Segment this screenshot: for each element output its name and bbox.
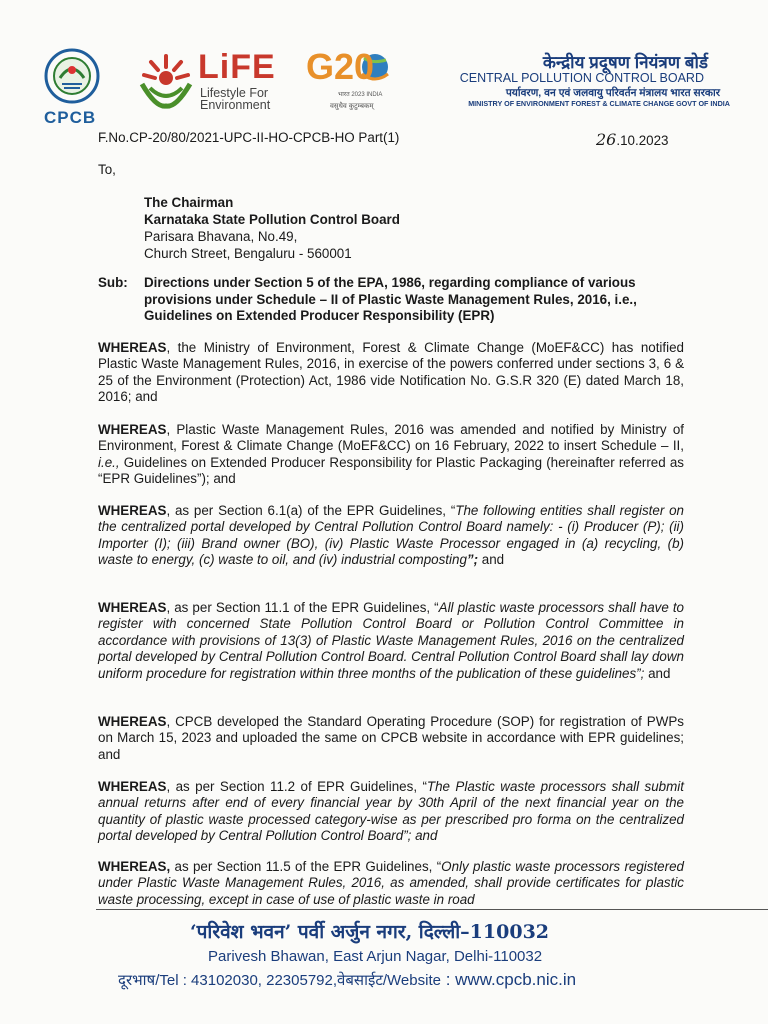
letter-date (596, 130, 668, 149)
g20-wordmark: G20 (306, 46, 375, 87)
subject-text: Directions under Section 5 of the EPA, 1986, regarding compliance of various provisions under Schedule – II of Plastic Waste Management Rules, 2016, i.e., Guidelines on Extended Producer Responsibility (EPR) (144, 275, 637, 323)
whereas-keyword: WHEREAS (98, 422, 167, 437)
life-subtitle-line1: Lifestyle For (200, 86, 269, 100)
whereas-keyword: WHEREAS (98, 503, 167, 518)
whereas-keyword: WHEREAS (98, 714, 167, 729)
addressee-line3: Parisara Bhavana, No.49, (144, 229, 298, 244)
life-subtitle-line2: Environment (200, 98, 271, 112)
addressee-line4: Church Street, Bengaluru - 560001 (144, 246, 352, 261)
footer-address-english: Parivesh Bhawan, East Arjun Nagar, Delhi-110032 (208, 948, 543, 965)
paragraph-1: WHEREAS, the Ministry of Environment, Forest & Climate Change (MoEF&CC) has notified Plastic Waste Management Rules, 2016, in exercise of the powers conferred under sections 3, 6 & 25 of the Environment (Protection) Act, 1986 vide Notification No. G.S.R 320 (E) dated March 18, 2016; and (98, 340, 684, 405)
paragraph-4: WHEREAS, as per Section 11.1 of the EPR Guidelines, “All plastic waste processors shall have to register with concerned State Pollution Control Board or Pollution Control Committee in accordance with provisions of 13(3) of Plastic Waste Management Rules, 2016 on the centralized portal developed by Central Pollution Control Board. Central Pollution Control Board shall lay down uniform procedure for registration within three months of the publication of these guidelines”; and (98, 600, 685, 681)
ministry-english: MINISTRY OF ENVIRONMENT FOREST & CLIMATE CHANGE GOVT OF INDIA (468, 99, 730, 108)
paragraph-2: WHEREAS, Plastic Waste Management Rules, 2016 was amended and notified by Ministry of Environment, Forest & Climate Change (MoEF&CC) on 16 February, 2022 to insert Schedule – II, i.e., Guidelines on Extended Producer Responsibility for Plastic Packaging (hereinafter referred as “EPR Guidelines”); and (98, 422, 684, 487)
paragraph-6: WHEREAS, as per Section 11.2 of EPR Guidelines, “The Plastic waste processors shall submit annual returns after end of every financial year by 30th April of the next financial year on the quantity of plastic waste processed category-wise as per prescribed pro forma on the centralized portal developed by Central Pollution Control Board”; and (98, 779, 684, 844)
paragraph-5: WHEREAS, CPCB developed the Standard Operating Procedure (SOP) for registration of PWPs on March 15, 2023 and uploaded the same on CPCB website in accordance with EPR guidelines; and (98, 714, 684, 762)
whereas-keyword: WHEREAS, (98, 859, 171, 874)
date-day-handwritten: 26 (596, 130, 617, 149)
g20-motto: वसुधैव कुटुम्बकम् (330, 103, 374, 110)
g20-subtext: भारत 2023 INDIA (338, 92, 383, 98)
footer-address-hindi: ‘परिवेश भवन’ पर्वी अर्जुन नगर, दिल्ली–110032 (190, 921, 550, 943)
subject-label: Sub: (98, 275, 128, 290)
cpcb-acronym: CPCB (44, 108, 97, 127)
footer-contact (118, 970, 576, 990)
file-number: F.No.CP-20/80/2021-UPC-II-HO-CPCB-HO Part(1) (98, 130, 400, 145)
whereas-keyword: WHEREAS (98, 779, 167, 794)
whereas-keyword: WHEREAS (98, 600, 167, 615)
salutation-to: To, (98, 162, 116, 177)
paragraph-3: WHEREAS, as per Section 6.1(a) of the EPR Guidelines, “The following entities shall register on the centralized portal developed by Central Pollution Control Board namely: - (i) Producer (P); (ii) Importer (I); (iii) Brand owner (BO), (iv) Plastic Waste Processor engaged in (a) recycling, (b) waste to energy, (c) waste to oil, and (iv) industrial composting”; and (98, 503, 684, 568)
org-name-hindi: केन्द्रीय प्रदूषण नियंत्रण बोर्ड (542, 53, 708, 72)
footer-divider (96, 909, 768, 910)
addressee-block (144, 194, 400, 262)
ministry-hindi: पर्यावरण, वन एवं जलवायु परिवर्तन मंत्रालय भारत सरकार (505, 87, 720, 99)
whereas-keyword: WHEREAS (98, 340, 167, 355)
org-name-english: CENTRAL POLLUTION CONTROL BOARD (459, 71, 704, 85)
footer-telephone: दूरभाष/Tel : 43102030, 22305792,वेबसाईट/Website (118, 972, 441, 989)
addressee-org: Karnataka State Pollution Control Board (144, 212, 400, 227)
footer-website-link[interactable]: : www.cpcb.nic.in (440, 970, 577, 989)
addressee-title: The Chairman (144, 195, 234, 210)
paragraph-7: WHEREAS, as per Section 11.5 of the EPR Guidelines, “Only plastic waste processors registered under Plastic Waste Management Rules, 2016, as amended, shall provide certificates for plastic waste processing, except in case of use of plastic waste in road (98, 859, 684, 907)
date-month-year: .10.2023 (616, 133, 669, 148)
life-title: LiFE (198, 48, 276, 86)
